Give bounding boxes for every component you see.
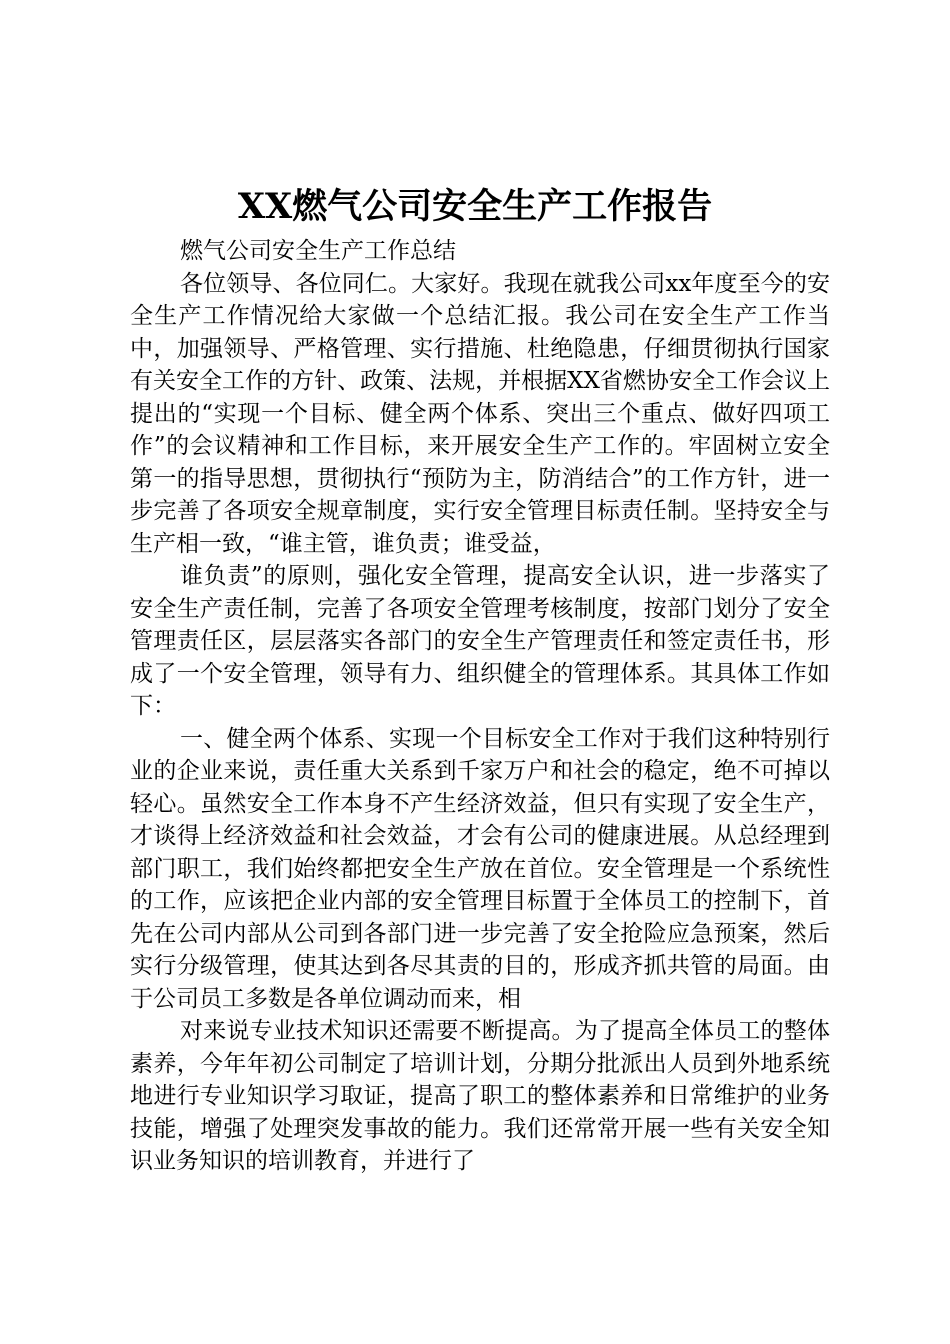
paragraph: 谁负责”的原则，强化安全管理，提高安全认识，进一步落实了安全生产责任制，完善了各项安全管理考核制度，按部门划分了安全管理责任区，层层落实各部门的安全生产管理责任和签定责任书，形成了一个安全管理，领导有力、组织健全的管理体系。其具体工作如下： xyxy=(130,563,830,719)
document-body xyxy=(130,235,830,1178)
document-subtitle: 燃气公司安全生产工作总结 xyxy=(180,238,456,264)
paragraph: 对来说专业技术知识还需要不断提高。为了提高全体员工的整体素养，今年年初公司制定了培训计划，分期分批派出人员到外地系统地进行专业知识学习取证，提高了职工的整体素养和日常维护的业务技能，增强了处理突发事故的能力。我们还常常开展一些有关安全知识业务知识的培训教育，并进行了 xyxy=(130,1018,830,1174)
document-title: XX燃气公司安全生产工作报告 xyxy=(237,186,713,227)
paragraph: 各位领导、各位同仁。大家好。我现在就我公司xx年度至今的安全生产工作情况给大家做一个总结汇报。我公司在安全生产工作当中，加强领导、严格管理、实行措施、杜绝隐患，仔细贯彻执行国家有关安全工作的方针、政策、法规，并根据XX省燃协安全工作会议上提出的“实现一个目标、健全两个体系、突出三个重点、做好四项工作”的会议精神和工作目标，来开展安全生产工作的。牢固树立安全第一的指导思想，贯彻执行“预防为主，防消结合”的工作方针，进一步完善了各项安全规章制度，实行安全管理目标责任制。坚持安全与生产相一致，“谁主管，谁负责；谁受益， xyxy=(130,270,830,557)
paragraph: 一、健全两个体系、实现一个目标安全工作对于我们这种特别行业的企业来说，责任重大关系到千家万户和社会的稳定，绝不可掉以轻心。虽然安全工作本身不产生经济效益，但只有实现了安全生产，才谈得上经济效益和社会效益，才会有公司的健康进展。从总经理到部门职工，我们始终都把安全生产放在首位。安全管理是一个系统性的工作，应该把企业内部的安全管理目标置于全体员工的控制下，首先在公司内部从公司到各部门进一步完善了安全抢险应急预案，然后实行分级管理，使其达到各尽其责的目的，形成齐抓共管的局面。由于公司员工多数是各单位调动而来，相 xyxy=(130,725,830,1012)
